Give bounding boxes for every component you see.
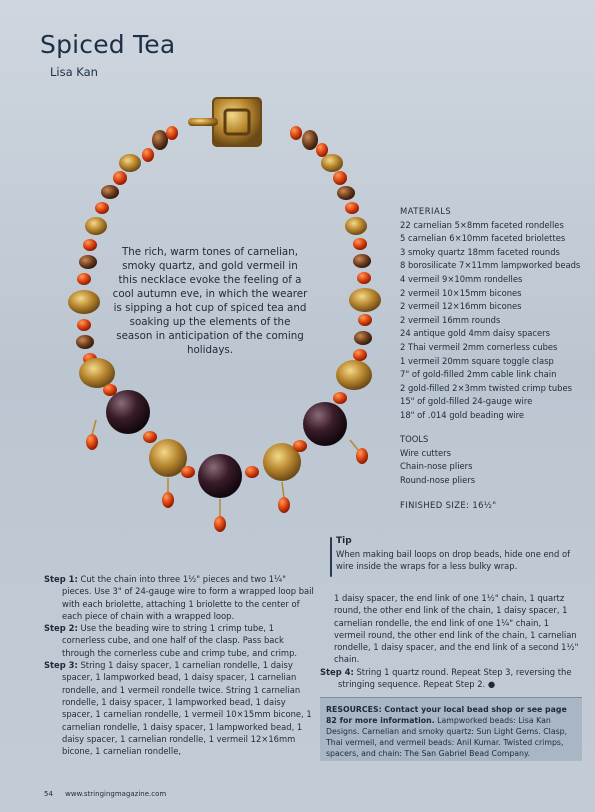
step-1-text: Cut the chain into three 1½" pieces and two 1¼" pieces. Use 3" of 24-gauge wire to form a wrapped loop bail with each briolette, attaching 1 briolette to the center of each piece of chain with a wrapped loop. <box>62 574 314 621</box>
material-item: 24 antique gold 4mm daisy spacers <box>400 328 550 339</box>
material-item: 4 vermeil 9×10mm rondelles <box>400 273 523 284</box>
steps-column-right <box>320 592 582 690</box>
tip-text: When making bail loops on drop beads, hide one end of wire inside the wraps for a less bulky wrap. <box>336 549 571 572</box>
page-number: 54 <box>44 790 53 798</box>
tool-item: Wire cutters <box>400 447 451 458</box>
intro-paragraph: The rich, warm tones of carnelian, smoky quartz, and gold vermeil in this necklace evoke the feeling of a cool autumn eve, in which the wearer is sipping a hot cup of spiced tea and soaking up the elements of the season in anticipation of the coming holidays. <box>112 246 308 356</box>
material-item: 8 borosilicate 7×11mm lampworked beads <box>400 260 581 271</box>
finished-size: FINISHED SIZE: 16½" <box>400 500 497 510</box>
material-item: 7" of gold-filled 2mm cable link chain <box>400 369 557 380</box>
website-link[interactable]: www.stringingmagazine.com <box>65 790 167 798</box>
step-4-label: Step 4: <box>320 666 354 677</box>
step-4-text: String 1 quartz round. Repeat Step 3, reversing the stringing sequence. Repeat Step 2. ● <box>338 666 572 690</box>
tip-heading: Tip <box>336 536 352 546</box>
materials-heading: MATERIALS <box>400 206 452 216</box>
step-4 <box>320 666 582 691</box>
resources-box <box>320 697 582 761</box>
steps-column-left <box>44 573 314 757</box>
material-item: 2 vermeil 12×16mm bicones <box>400 301 522 312</box>
material-item: 22 carnelian 5×8mm faceted rondelles <box>400 219 564 230</box>
step-2-text: Use the beading wire to string 1 crimp tube, 1 cornerless cube, and one half of the clasp. Pass back through the cornerless cube and crimp tube, and crimp. <box>62 623 298 658</box>
step-3-text: String 1 daisy spacer, 1 carnelian rondelle, 1 daisy spacer, 1 lampworked bead, 1 daisy spacer, 1 carnelian rondelle, and 1 vermeil rondelle twice. String 1 carnelian rondelle, 1 daisy spacer, 1 lampworked bead, 1 daisy spacer, 1 carnelian rondelle, 1 vermeil 10×15mm bicone, 1 carnelian rondelle, 1 daisy spacer, 1 lampworked bead, 1 daisy spacer, 1 carnelian rondelle, 1 vermeil 12×16mm bicone, 1 carnelian rondelle, <box>62 660 312 757</box>
material-item: 2 Thai vermeil 2mm cornerless cubes <box>400 341 558 352</box>
article-title: Spiced Tea <box>40 30 176 59</box>
material-item: 15" of gold-filled 24-gauge wire <box>400 396 533 407</box>
page-footer <box>44 790 176 798</box>
step-3-label: Step 3: <box>44 660 78 671</box>
step-1-label: Step 1: <box>44 574 78 584</box>
step-3-continued: 1 daisy spacer, the end link of one 1½" chain, 1 quartz round, the other end link of the chain, 1 daisy spacer, 1 carnelian rondelle, the end link of one 1¼" chain, 1 vermeil round, the other end link of the chain, 1 carnelian rondelle, 1 daisy spacer, and the end link of a second 1½" chain. <box>334 593 579 665</box>
step-2 <box>44 622 314 659</box>
material-item: 2 vermeil 16mm rounds <box>400 314 501 325</box>
toggle-clasp <box>188 98 261 146</box>
step-1 <box>44 573 314 622</box>
tools-heading: TOOLS <box>400 434 429 444</box>
article-author: Lisa Kan <box>50 65 98 79</box>
material-item: 3 smoky quartz 18mm faceted rounds <box>400 246 560 257</box>
material-item: 2 gold-filled 2×3mm twisted crimp tubes <box>400 382 572 393</box>
step-3 <box>44 659 314 757</box>
material-item: 1 vermeil 20mm square toggle clasp <box>400 355 554 366</box>
step-2-label: Step 2: <box>44 623 78 634</box>
tool-item: Chain-nose pliers <box>400 461 473 472</box>
material-item: 18" of .014 gold beading wire <box>400 409 525 420</box>
materials-list <box>400 205 590 423</box>
resources-label: RESOURCES: Contact your local bead shop or see page 82 for more information. <box>326 705 567 725</box>
material-item: 5 carnelian 6×10mm faceted briolettes <box>400 233 566 244</box>
resources-text: Lampworked beads: Lisa Kan Designs. Carnelian and smoky quartz: Sun Light Gems. Clasp, Thai vermeil, and vermeil beads: Anil Kumar. Twisted crimps, spacers, and chain: The San Gabriel Bead Company. <box>326 716 568 758</box>
tools-list <box>400 433 475 487</box>
tool-item: Round-nose pliers <box>400 474 476 485</box>
material-item: 2 vermeil 10×15mm bicones <box>400 287 522 298</box>
tip-bracket <box>330 537 332 577</box>
